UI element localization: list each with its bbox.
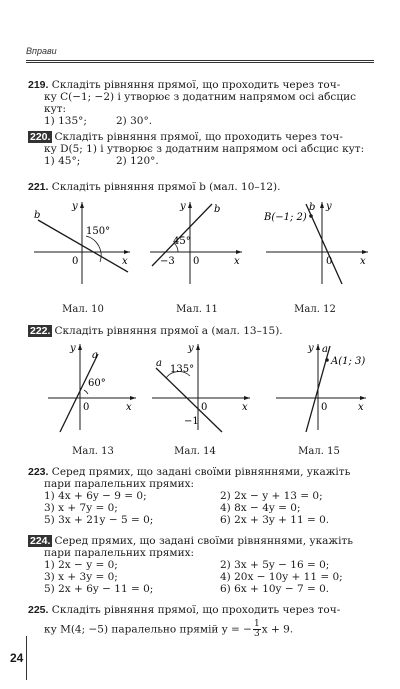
line-label: b [34,210,41,221]
exercise-number: 225. [28,604,49,616]
figure-caption: Мал. 12 [294,304,336,315]
exercise-text: Складіть рівняння прямої b (мал. 10–12). [51,181,281,193]
equation-item: 1) 2x − y = 0; [44,559,118,571]
exercise-text: Серед прямих, що задані своїми рівняннями, укажіть [54,535,353,547]
equation-item: 3) x + 3y = 0; [44,571,118,583]
origin-label: 0 [83,402,90,413]
point-b [309,214,313,218]
figure-caption: Мал. 10 [62,304,104,315]
angle-label: 45° [173,236,191,247]
equation-item: 6) 2x + 3y + 11 = 0. [220,514,330,526]
line-label: a [156,358,162,369]
x-axis-label: x [360,256,366,267]
exercise-text: Складіть рівняння прямої a (мал. 13–15). [54,325,283,337]
point-a [325,358,329,362]
exercise-225 [28,604,374,639]
equation-item: 3) x + 7y = 0; [44,502,118,514]
x-axis-label: x [242,402,248,413]
point-label: B(−1; 2) [264,212,307,223]
y-intercept-label: −1 [184,416,199,427]
figure-caption: Мал. 11 [176,304,218,315]
exercise-221 [28,181,374,193]
origin-label: 0 [326,256,333,267]
exercise-number: 221. [28,181,49,193]
exercise-number: 220. [30,131,51,143]
figure-15 [270,340,370,434]
figure-caption: Мал. 15 [298,446,340,457]
x-axis-label: x [358,402,364,413]
answer-option: 2) 120°. [116,155,159,167]
angle-arc [84,390,88,394]
exercise-text: Складіть рівняння прямої, що проходить через точ- [51,604,341,616]
angle-label: 150° [86,226,111,237]
x-intercept-label: −3 [160,256,175,267]
figure-12 [262,196,372,288]
equation-item: 1) 4x + 6y − 9 = 0; [44,490,147,502]
exercise-text: Складіть рівняння прямої, що проходить через точ- [54,131,343,143]
figure-14 [146,340,256,434]
exercise-223 [28,466,374,526]
exercise-text: Складіть рівняння прямої, що проходить через точ- [51,79,341,91]
x-axis-label: x [234,256,240,267]
page-number-rule [26,636,27,680]
origin-label: 0 [201,402,208,413]
figure-caption: Мал. 14 [174,446,216,457]
equation-item: 6) 6x + 10y − 7 = 0. [220,583,330,595]
exercise-text: ку D(5; 1) і утворює з додатним напрямом осі абсцис кут: [44,143,365,155]
y-axis-label: y [188,343,194,354]
exercise-text: Серед прямих, що задані своїми рівняннями, укажіть [51,466,351,478]
y-axis-label: y [326,201,332,212]
fraction-numerator: 1 [253,619,260,629]
line-label: b [214,204,221,215]
exercise-number: 224. [30,535,51,547]
equation-item: 5) 3x + 21y − 5 = 0; [44,514,154,526]
exercise-number: 219. [28,79,49,91]
header-rule [26,60,374,63]
y-axis-label: y [308,343,314,354]
y-axis-label: y [72,201,78,212]
origin-label: 0 [321,402,328,413]
equation-item: 4) 8x − 4y = 0; [220,502,301,514]
equation-item: 2) 3x + 5y − 16 = 0; [220,559,330,571]
origin-label: 0 [72,256,79,267]
equation-item: 4) 20x − 10y + 11 = 0; [220,571,343,583]
page-number: 24 [10,651,24,665]
exercise-text: ку C(−1; −2) і утворює з додатним напрямом осі абсцис [44,91,356,103]
figure-10 [30,196,136,288]
point-label: A(1; 3) [331,356,366,367]
answer-option: 1) 135°; [44,115,87,127]
exercise-text: пари паралельних прямих: [44,478,195,490]
line-label: a [92,350,98,361]
equation-item: 2) 2x − y + 13 = 0; [220,490,323,502]
y-axis-label: y [70,343,76,354]
exercise-text: ку M(4; −5) паралельно прямій y = − [44,623,252,636]
answer-option: 1) 45°; [44,155,81,167]
origin-label: 0 [193,256,200,267]
exercise-number: 223. [28,466,49,478]
x-axis-label: x [122,256,128,267]
exercise-number: 222. [30,325,51,337]
fraction [253,620,261,639]
equation-item: 5) 2x + 6y − 11 = 0; [44,583,154,595]
line-b [38,220,128,272]
fraction-denominator: 3 [253,629,260,639]
figure-caption: Мал. 13 [72,446,114,457]
line-label: b [309,202,316,213]
exercise-text: пари паралельних прямих: [44,547,195,559]
exercise-222 [28,325,374,337]
exercise-224 [28,535,374,595]
exercise-220 [28,131,374,167]
line-a [60,354,98,432]
y-axis-label: y [180,201,186,212]
exercise-text: кут: [44,103,67,115]
exercise-219 [28,79,374,127]
section-header: Вправи [26,46,57,56]
line-label: a [322,344,328,355]
angle-label: 60° [88,378,106,389]
answer-option: 2) 30°. [116,115,153,127]
figure-13 [40,340,140,434]
angle-label: 135° [170,364,195,375]
figure-11 [146,196,246,288]
x-axis-label: x [126,402,132,413]
exercise-text: x + 9. [261,623,294,636]
